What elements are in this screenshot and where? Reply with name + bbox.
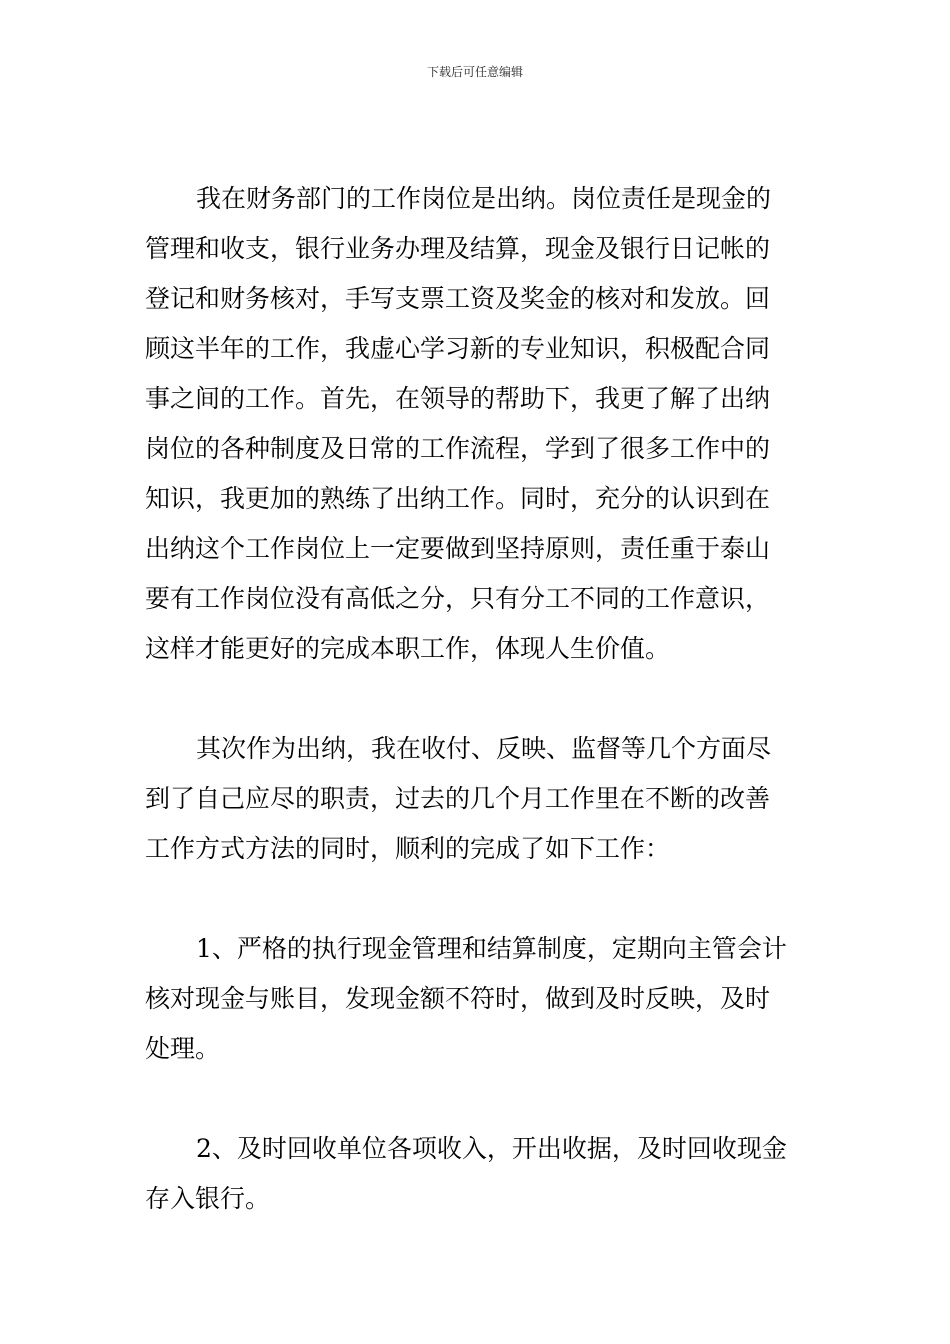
paragraph-line: 处理。 (145, 1034, 221, 1063)
paragraph-line: 要有工作岗位没有高低之分，只有分工不同的工作意识， (145, 584, 771, 613)
paragraph-line: 1、严格的执行现金管理和结算制度，定期向主管会计 (196, 934, 787, 963)
paragraph-line: 存入银行。 (145, 1184, 271, 1213)
paragraph-line: 管理和收支，银行业务办理及结算，现金及银行日记帐的 (145, 234, 771, 263)
paragraph-line: 这样才能更好的完成本职工作，体现人生价值。 (145, 634, 671, 663)
paragraph-line: 顾这半年的工作，我虚心学习新的专业知识，积极配合同 (145, 334, 771, 363)
paragraph-line: 知识，我更加的熟练了出纳工作。同时，充分的认识到在 (145, 484, 771, 513)
paragraph-line: 到了自己应尽的职责，过去的几个月工作里在不断的改善 (145, 784, 771, 813)
paragraph-line: 我在财务部门的工作岗位是出纳。岗位责任是现金的 (196, 184, 772, 213)
paragraph-line: 其次作为出纳，我在收付、反映、监督等几个方面尽 (196, 734, 772, 763)
page-header: 下载后可任意编辑 (426, 65, 523, 79)
paragraph-line: 核对现金与账目，发现金额不符时，做到及时反映，及时 (145, 984, 771, 1013)
paragraph-line: 出纳这个工作岗位上一定要做到坚持原则，责任重于泰山 (145, 534, 771, 563)
paragraph-line: 2、及时回收单位各项收入，开出收据，及时回收现金 (196, 1134, 787, 1163)
paragraph-line: 登记和财务核对，手写支票工资及奖金的核对和发放。回 (145, 284, 771, 313)
paragraph-line: 岗位的各种制度及日常的工作流程，学到了很多工作中的 (145, 434, 771, 463)
paragraph-line: 工作方式方法的同时，顺利的完成了如下工作： (145, 834, 671, 863)
paragraph-line: 事之间的工作。首先，在领导的帮助下，我更了解了出纳 (145, 384, 771, 413)
